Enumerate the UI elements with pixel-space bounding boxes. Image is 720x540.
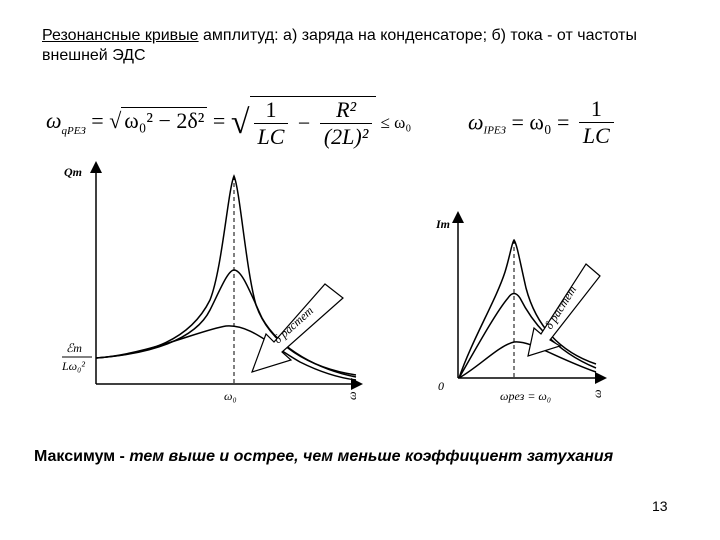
graph-charge-resonance	[61, 164, 360, 403]
graph-current-resonance	[435, 214, 604, 403]
formula-a-tail: ≤ ω₀	[376, 113, 412, 132]
graph-b-x-label: ω	[590, 389, 604, 398]
graph-b-arrow-label: δ растет	[541, 283, 580, 332]
caption-normal: Максимум -	[34, 448, 130, 465]
graph-a-x-tick: ω₀	[224, 389, 237, 403]
slide-caption	[34, 448, 694, 466]
formula-a-minus: −	[292, 110, 316, 136]
graph-b-origin: 0	[438, 379, 444, 393]
caption-italic: тем выше и острее, чем меньше коэффициент затухания	[129, 448, 614, 465]
formula-a-frac1: $\frac{1}{LC}$	[254, 97, 289, 150]
title-underlined: Резонансные кривые	[42, 27, 199, 44]
graph-a-y-tick-denominator: Lω₀²	[62, 359, 85, 373]
formula-a-sqrt-sign-2: √	[230, 104, 250, 141]
graph-a-curve-low-damping	[96, 176, 356, 375]
formula-a-subscript: qРЕЗ	[61, 125, 86, 138]
formula-a-eq2: =	[207, 108, 231, 134]
formula-b-frac: $\frac{1}{LC}$	[579, 96, 614, 149]
graph-a-y-label: Qm	[64, 165, 82, 179]
formula-a-sqrt-sign: √	[109, 108, 122, 134]
page-number: 13	[652, 498, 668, 514]
formula-a-eq1: =	[85, 108, 110, 134]
graph-b-curve-high-damping	[459, 342, 596, 378]
title-rest: амплитуд: а) заряда на конденсаторе; б) тока - от частоты внешней ЭДС	[42, 27, 637, 64]
graph-a-y-tick-numerator: ℰm	[66, 341, 82, 355]
graph-b-y-label: Im	[436, 217, 451, 231]
formula-b-omega: ω	[468, 109, 484, 135]
graph-a-arrow-label: δ растет	[270, 303, 316, 347]
formula-a-frac2: $\frac{\text{R²}}{\text{(2L)²}}$	[320, 97, 372, 150]
formula-b-eq: = ω₀ =	[505, 109, 575, 135]
graph-a-x-label: ω	[345, 391, 359, 400]
formula-a-sqrt-body: ω₀² − 2δ²	[121, 107, 207, 133]
graph-a-curve-mid-damping	[96, 270, 356, 377]
formula-a-omega: ω	[46, 108, 62, 134]
formula-b-subscript: IРЕЗ	[483, 124, 506, 137]
graph-b-x-tick: ωрез = ω₀	[500, 389, 552, 403]
